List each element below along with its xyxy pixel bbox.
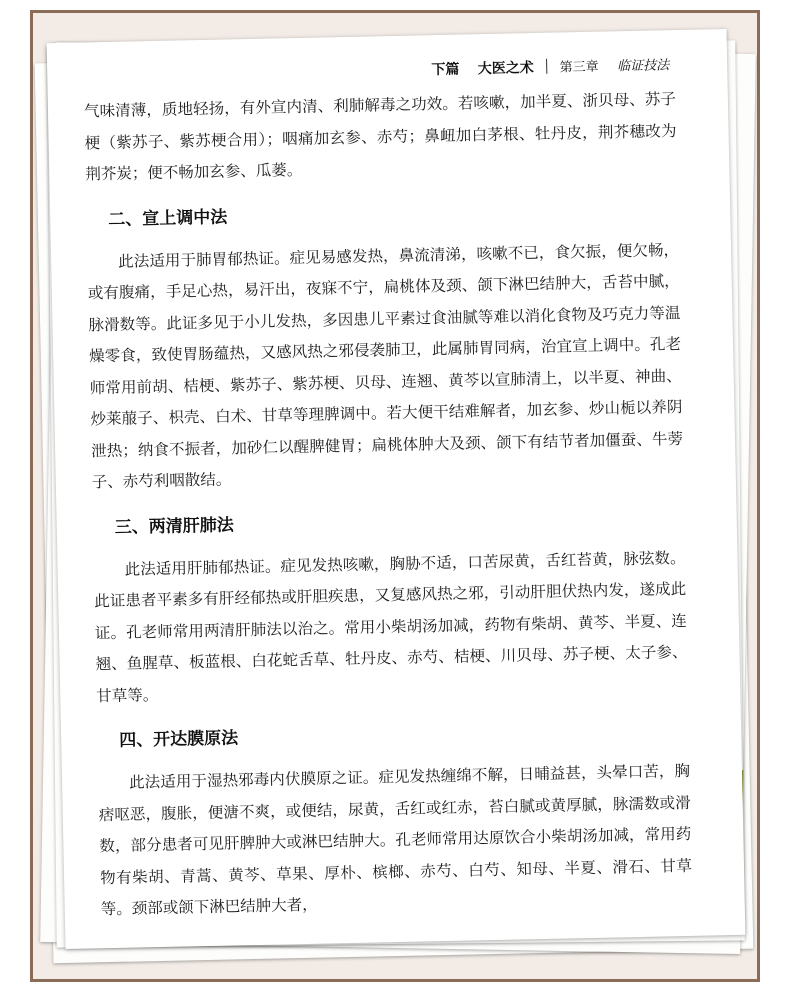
page-body xyxy=(84,84,693,926)
section-heading: 四、开达膜原法 xyxy=(119,728,239,751)
header-section: 临证技法 xyxy=(617,58,670,75)
header-divider xyxy=(546,59,547,74)
header-part: 下篇 xyxy=(431,61,460,79)
header-book-title: 大医之术 xyxy=(477,60,534,78)
running-header xyxy=(431,54,669,79)
header-chapter: 第三章 xyxy=(559,59,599,76)
section-paragraph: 此法适用于湿热邪毒内伏膜原之证。症见发热缠绵不解，日晡益甚，头晕口苦，胸痞呕恶，腹胀，便溏不爽，或便结，尿黄，舌红或红赤，苔白腻或黄厚腻，脉濡数或滑数，部分患者可见肝脾肿大或淋巴结肿大。孔老师常用达原饮合小柴胡汤加减，常用药物有柴胡、青蒿、黄芩、草果、厚朴、槟榔、赤芍、白芍、知母、半夏、滑石、甘草等。颈部或颌下淋巴结肿大者， xyxy=(98,761,693,919)
section-heading: 三、两清肝肺法 xyxy=(114,514,234,538)
intro-paragraph: 气味清薄，质地轻扬，有外宣内清、利肺解毒之功效。若咳嗽，加半夏、浙贝母、苏子梗（紫苏子、紫苏梗合用）；咽痛加玄参、赤芍；鼻衄加白茅根、牡丹皮，荆芥穗改为荆芥炭；便不畅加玄参、瓜蒌。 xyxy=(83,90,677,184)
section-heading: 二、宣上调中法 xyxy=(108,206,228,230)
section-paragraph: 此法适用于肺胃郁热证。症见易感发热，鼻流清涕，咳嗽不已，食欠振，便欠畅，或有腹痛，手足心热，易汗出，夜寐不宁，扁桃体及颈、颌下淋巴结肿大，舌苔中腻，脉滑数等。此证多见于小儿发热，多因患儿平素过食油腻等难以消化食物及巧克力等温燥零食，致使胃肠蕴热，又感风热之邪侵袭肺卫，此属肺胃同病，治宜宣上调中。孔老师常用前胡、桔梗、紫苏子、紫苏梗、贝母、连翘、黄芩以宣肺清上，以半夏、神曲、炒莱菔子、枳壳、白术、甘草等理脾调中。若大便干结难解者，加玄参、炒山栀以养阴泄热；纳食不振者，加砂仁以醒脾健胃；扁桃体肿大及颈、颌下有结节者加僵蚕、牛蒡子、赤芍利咽散结。 xyxy=(87,240,684,492)
section-paragraph: 此法适用肝肺郁热证。症见发热咳嗽，胸胁不适，口苦尿黄，舌红苔黄，脉弦数。此证患者平素多有肝经郁热或肝胆疾患，又复感风热之邪，引动肝胆伏热内发，遂成此证。孔老师常用两清肝肺法以治之。常用小柴胡汤加减，药物有柴胡、黄芩、半夏、连翘、鱼腥草、板蓝根、白花蛇舌草、牡丹皮、赤芍、桔梗、川贝母、苏子梗、太子参、甘草等。 xyxy=(94,548,688,705)
book-page xyxy=(47,29,746,949)
